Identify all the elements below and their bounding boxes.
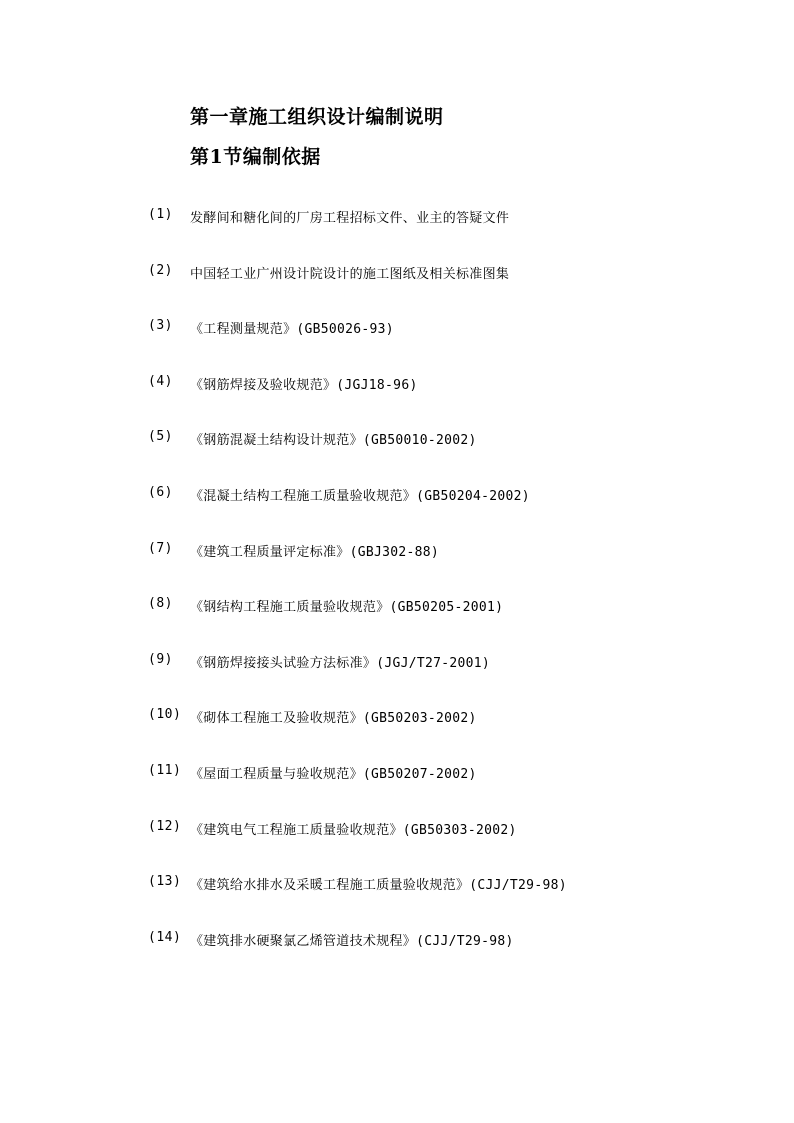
list-item (148, 652, 567, 708)
item-number: (13) (148, 874, 182, 890)
list-item (148, 930, 567, 986)
item-text: 《混凝土结构工程施工质量验收规范》(GB50204-2002) (190, 488, 530, 504)
item-text: 《建筑电气工程施工质量验收规范》(GB50303-2002) (190, 822, 517, 838)
item-number: (2) (148, 262, 173, 278)
item-text: 《钢筋混凝土结构设计规范》(GB50010-2002) (190, 433, 477, 449)
item-number: (4) (148, 373, 173, 389)
item-text: 《建筑工程质量评定标准》(GBJ302-88) (190, 544, 439, 560)
item-text: 《砌体工程施工及验收规范》(GB50203-2002) (190, 711, 477, 727)
basis-list (148, 207, 567, 985)
item-number: (10) (148, 707, 182, 723)
list-item (148, 707, 567, 763)
item-number: (11) (148, 762, 182, 778)
list-item (148, 596, 567, 652)
item-text: 《建筑排水硬聚氯乙烯管道技术规程》(CJJ/T29-98) (190, 933, 514, 949)
item-text: 《钢筋焊接及验收规范》(JGJ18-96) (190, 377, 418, 393)
list-item (148, 541, 567, 597)
list-item (148, 763, 567, 819)
list-item (148, 207, 567, 263)
item-number: (5) (148, 429, 173, 445)
item-text: 《钢结构工程施工质量验收规范》(GB50205-2001) (190, 600, 504, 616)
item-text: 中国轻工业广州设计院设计的施工图纸及相关标准图集 (190, 266, 510, 282)
item-text: 《钢筋焊接接头试验方法标准》(JGJ/T27-2001) (190, 655, 490, 671)
list-item (148, 263, 567, 319)
item-number: (7) (148, 540, 173, 556)
list-item (148, 819, 567, 875)
item-text: 《屋面工程质量与验收规范》(GB50207-2002) (190, 766, 477, 782)
chapter-title: 第一章施工组织设计编制说明 (190, 106, 444, 128)
list-item (148, 874, 567, 930)
item-number: (3) (148, 318, 173, 334)
item-text: 《建筑给水排水及采暖工程施工质量验收规范》(CJJ/T29-98) (190, 878, 567, 894)
item-number: (12) (148, 818, 182, 834)
section-title: 第1节编制依据 (190, 146, 321, 168)
list-item (148, 429, 567, 485)
item-text: 《工程测量规范》(GB50026-93) (190, 322, 394, 338)
item-number: (14) (148, 929, 182, 945)
item-number: (1) (148, 207, 173, 222)
item-number: (9) (148, 651, 173, 667)
item-number: (6) (148, 484, 173, 500)
list-item (148, 485, 567, 541)
list-item (148, 374, 567, 430)
item-text: 发酵间和糖化间的厂房工程招标文件、业主的答疑文件 (190, 211, 510, 226)
item-number: (8) (148, 596, 173, 612)
list-item (148, 318, 567, 374)
